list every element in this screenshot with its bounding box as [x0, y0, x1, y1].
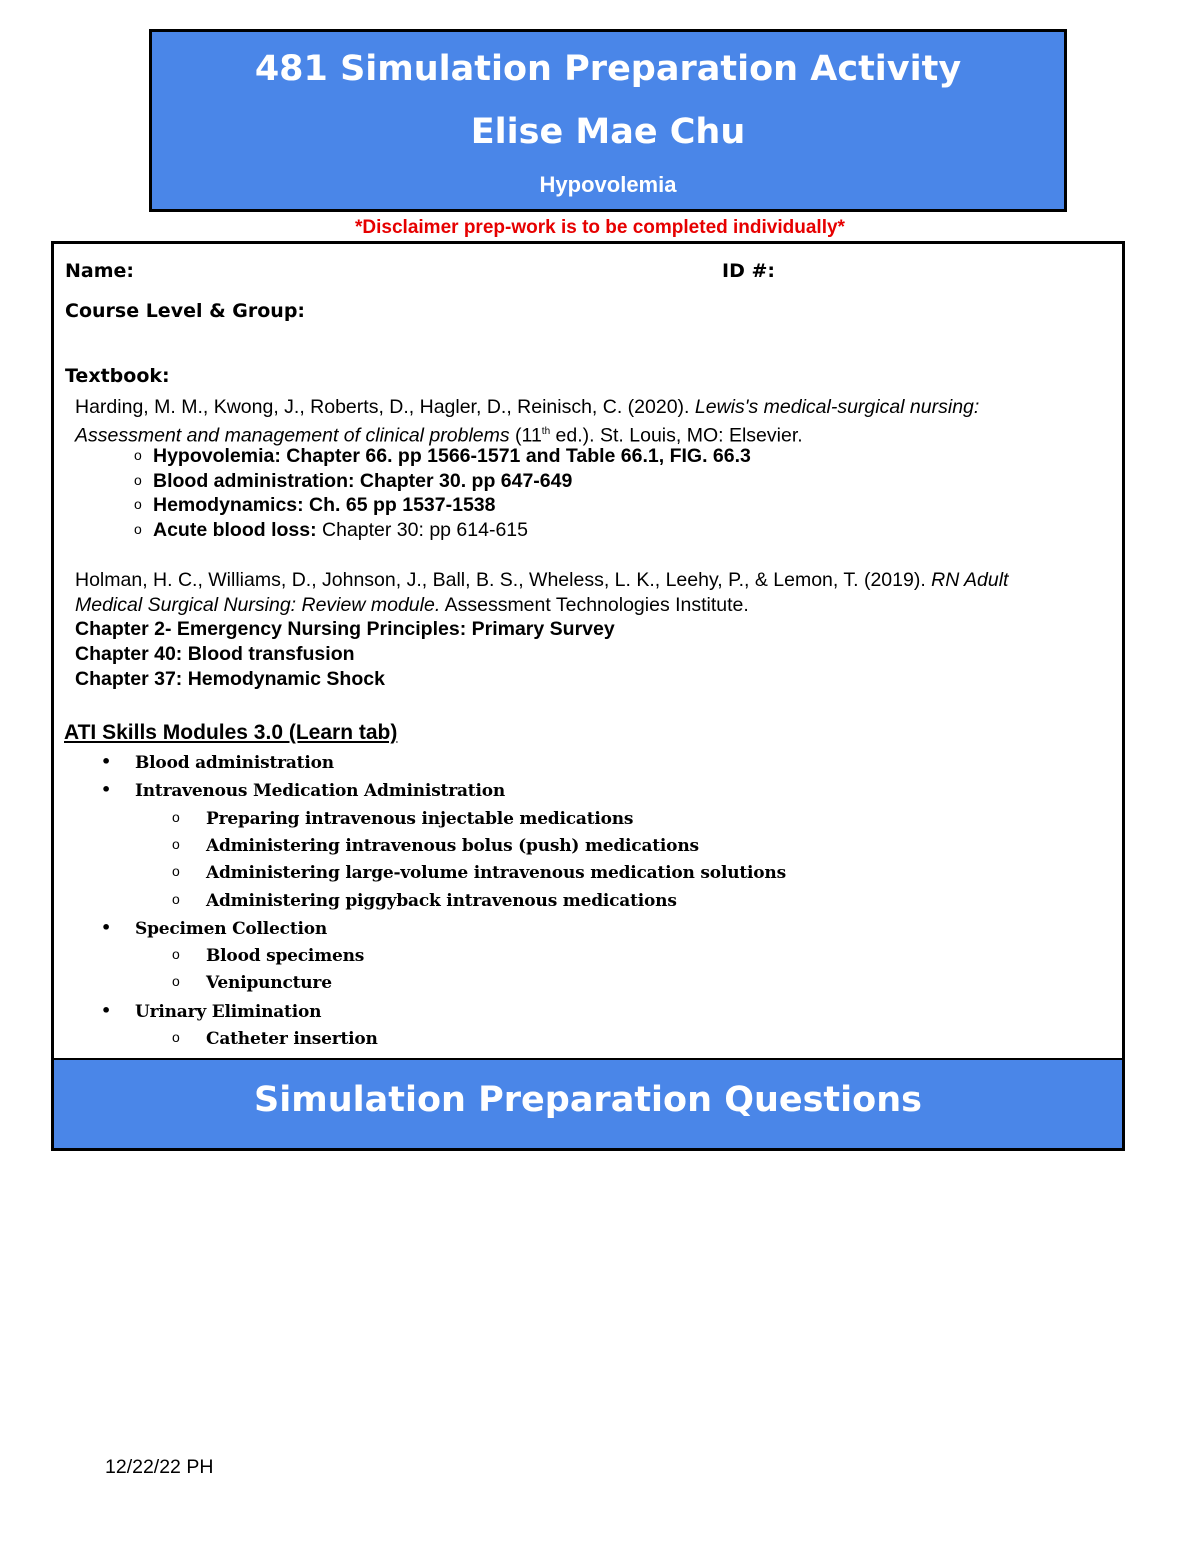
ref2-line1 [75, 568, 1008, 592]
list-item: o Administering large-volume intravenous medication solutions [172, 863, 786, 883]
circle-bullet-icon: o [172, 891, 180, 907]
list-item: • Blood administration [101, 752, 334, 773]
ref2-title-b: Medical Surgical Nursing: Review module. [75, 594, 441, 616]
ref1-title-b: Assessment and management of clinical problems [75, 424, 510, 447]
id-label: ID #: [722, 260, 775, 282]
list-item: • Urinary Elimination [101, 1001, 322, 1022]
textbook-label: Textbook: [65, 365, 170, 387]
bullet-icon: • [101, 918, 112, 937]
ref2-chapter: Chapter 37: Hemodynamic Shock [75, 668, 385, 690]
ref2-chapter: Chapter 2- Emergency Nursing Principles: Primary Survey [75, 618, 615, 640]
topic-title: Hypovolemia [539, 172, 677, 197]
list-item: • Intravenous Medication Administration [101, 780, 505, 801]
bullet-icon: • [101, 1001, 112, 1020]
ref2-line2: Medical Surgical Nursing: Review module. Assessment Technologies Institute. [75, 594, 749, 616]
disclaimer: *Disclaimer prep-work is to be completed individually* [355, 217, 845, 238]
main-content-box: Name: ID #: Course Level & Group: Textbook: Harding, M. M., Kwong, J., Roberts, D., Hagler, D., Reinisch, C. (2020). Lewis's medical-surgical nursing: Assessment and management of clinical problems (11th ed.). St. Louis, MO: Elsevier. o Hypovolemia: Chapter 66. pp 1566-1571 and Table 66.1, FIG. 66.3 o Blood administration: Chapter 30. pp 647-649 o Hemodynamics: Ch. 65 pp 1537-1538 o Acute blood loss: Chapter 30: pp 614-615 Holman, H. C., Williams, D., Johnson, J., Ball, B. S., Wheless, L. K., Leehy, P., & Lemon, T. (2019). RN Adult Medical Surgical Nursing: Review module. Assessment Technologies Institute. Chapter 2- Emergency Nursing Principles: Primary Survey Chapter 40: Blood transfusion Chapter 37: Hemodynamic Shock ATI Skills Modules 3.0 (Learn tab) • Blood administration • Intravenous Medication Administration o Preparing intravenous injectable medications o Administering intravenous bolus (push) medications o Administering large-volume intravenous medication solutions o Administering piggyback intravenous medications • Specimen Collection o Blood specimens o Venipuncture • Urinary Elimination o Catheter insertion Simulation Preparation Questions [51, 241, 1125, 1151]
circle-bullet-icon: o [172, 809, 180, 825]
list-item: o Preparing intravenous injectable medications [172, 809, 634, 829]
document-title: 481 Simulation Preparation Activity [254, 49, 962, 89]
list-item: o Blood specimens [172, 946, 365, 966]
bullet-icon: • [101, 780, 112, 799]
header-banner [149, 29, 1067, 212]
ref2-title-a: RN Adult [931, 569, 1009, 591]
circle-bullet-icon: o [172, 863, 180, 879]
list-item: o Venipuncture [172, 973, 332, 993]
student-name: Elise Mae Chu [470, 112, 746, 152]
list-item: o Administering intravenous bolus (push) medications [172, 836, 699, 856]
bullet-icon: • [101, 752, 112, 771]
footer-date: 12/22/22 PH [105, 1456, 214, 1478]
list-item: • Specimen Collection [101, 918, 328, 939]
ref2-chapter: Chapter 40: Blood transfusion [75, 643, 355, 665]
name-label: Name: [65, 260, 135, 282]
ref1-authors: Harding, M. M., Kwong, J., Roberts, D., Hagler, D., Reinisch, C. (2020). [75, 396, 695, 418]
ref2-authors: Holman, H. C., Williams, D., Johnson, J., Ball, B. S., Wheless, L. K., Leehy, P., & Lemon, T. (2019). [75, 569, 932, 591]
circle-bullet-icon: o [134, 447, 142, 463]
list-item: o Catheter insertion [172, 1029, 378, 1049]
circle-bullet-icon: o [134, 471, 142, 488]
circle-bullet-icon: o [172, 1029, 180, 1045]
circle-bullet-icon: o [172, 946, 180, 962]
circle-bullet-icon: o [134, 520, 142, 537]
circle-bullet-icon: o [172, 973, 180, 989]
ref1-title-a: Lewis's medical-surgical nursing: [694, 396, 980, 418]
ref1-line2: Assessment and management of clinical problems (11th ed.). St. Louis, MO: Elsevier. [75, 424, 803, 447]
course-label: Course Level & Group: [65, 300, 306, 322]
circle-bullet-icon: o [172, 836, 180, 852]
circle-bullet-icon: o [134, 496, 142, 512]
ref1-line1 [75, 395, 979, 419]
ati-heading: ATI Skills Modules 3.0 (Learn tab) [64, 721, 398, 744]
questions-banner: Simulation Preparation Questions [54, 1058, 1122, 1148]
list-item: o Administering piggyback intravenous medications [172, 891, 677, 911]
